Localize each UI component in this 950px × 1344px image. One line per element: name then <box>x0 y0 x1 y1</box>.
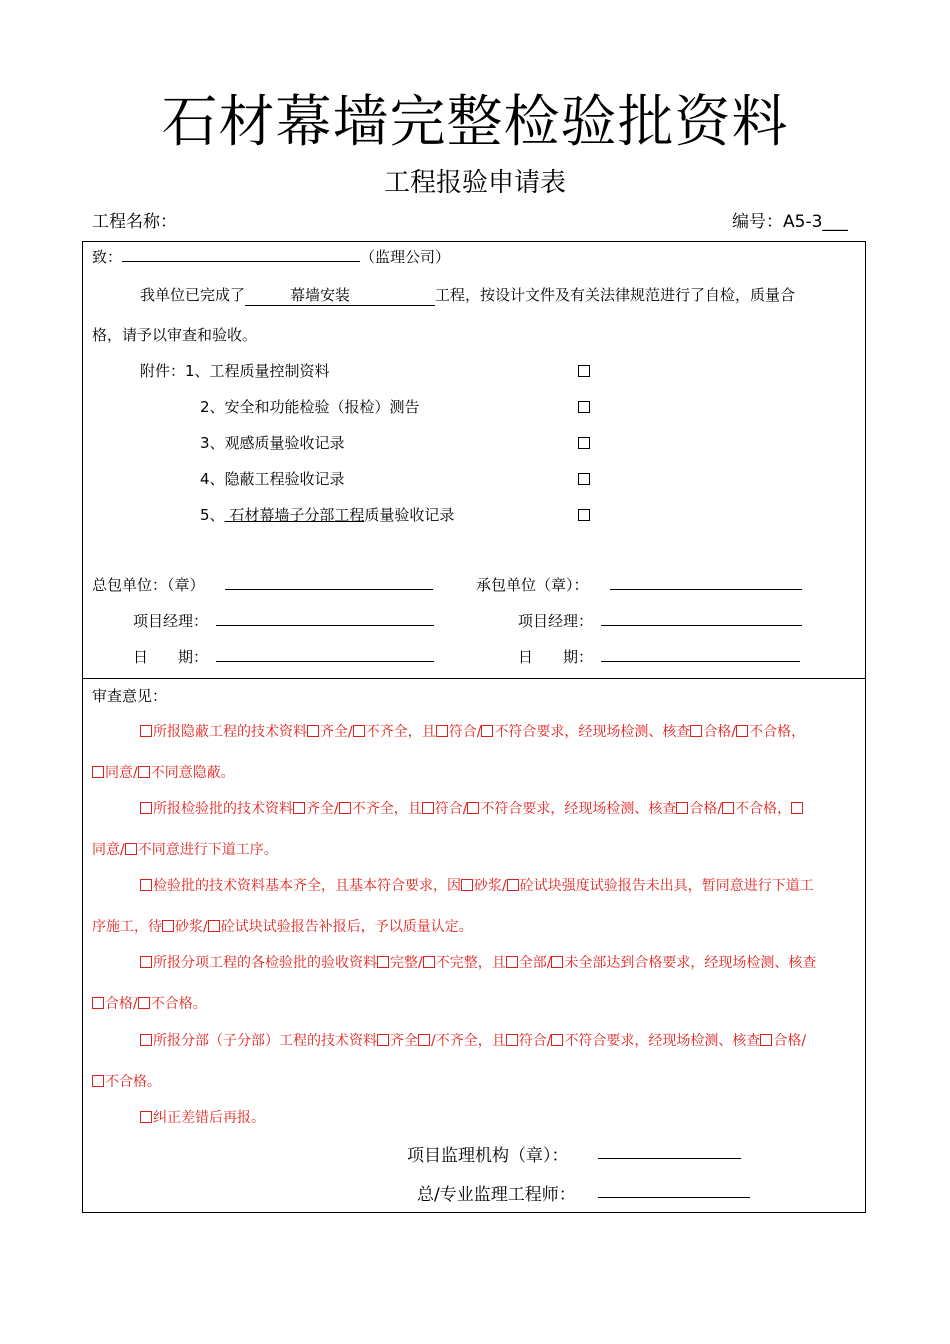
attachment-3: 3、观感质量验收记录 <box>200 434 345 452</box>
form-subtitle: 工程报验申请表 <box>383 168 566 198</box>
checkbox[interactable] <box>92 997 104 1009</box>
document-title: 石材幕墙完整检验批资料 <box>161 90 789 155</box>
checkbox[interactable] <box>92 766 104 778</box>
sc-project-manager-field[interactable] <box>601 611 802 626</box>
gc-date-field[interactable] <box>216 647 434 662</box>
review-option-1: 所报隐蔽工程的技术资料 齐全/ 不齐全，且 符合/ 不符合要求，经现场检测、核查 合格/ 不合格， <box>140 721 805 741</box>
checkbox[interactable] <box>436 725 448 737</box>
completed-prefix: 我单位已完成了 <box>140 286 246 304</box>
checkbox[interactable] <box>507 879 519 891</box>
checkbox[interactable] <box>377 1034 389 1046</box>
gc-project-manager-label: 项目经理： <box>133 612 209 630</box>
review-option-6: 纠正差错后再报。 <box>140 1107 265 1127</box>
review-option-6-checkbox[interactable] <box>140 1111 152 1123</box>
attachment-5-number: 5、 <box>200 506 225 524</box>
checkbox[interactable] <box>138 997 150 1009</box>
to-label: 致： <box>92 248 123 266</box>
sc-date-label: 日 期： <box>518 648 594 666</box>
completed-work-field[interactable] <box>245 284 435 306</box>
completion-statement-line2: 格，请予以审查和验收。 <box>92 326 258 344</box>
checkbox[interactable] <box>676 802 688 814</box>
checkbox[interactable] <box>377 956 389 968</box>
document-code: 编号：A5-3___ <box>732 212 848 232</box>
subcontractor-field[interactable] <box>610 575 802 590</box>
checkbox[interactable] <box>125 843 137 855</box>
completed-suffix: 工程，按设计文件及有关法律规范进行了自检，质量合 <box>435 286 796 304</box>
checkbox[interactable] <box>722 802 734 814</box>
to-line <box>92 246 450 267</box>
attachment-2-checkbox[interactable] <box>578 401 590 413</box>
review-option-5-checkbox[interactable] <box>140 1034 152 1046</box>
completed-work-value: 幕墙安装 <box>290 286 351 304</box>
checkbox[interactable] <box>418 1034 430 1046</box>
general-contractor-label: 总包单位：（章） <box>92 576 205 594</box>
review-option-3: 检验批的技术资料基本齐全，且基本符合要求，因 砂浆/ 砼试块强度试验报告未出具，暂同意进行下道工 <box>140 875 814 895</box>
checkbox[interactable] <box>461 879 473 891</box>
attachment-3-checkbox[interactable] <box>578 437 590 449</box>
checkbox[interactable] <box>791 802 803 814</box>
general-contractor-field[interactable] <box>225 575 433 590</box>
attachment-1: 附件：1、工程质量控制资料 <box>140 362 330 380</box>
checkbox[interactable] <box>481 725 493 737</box>
checkbox[interactable] <box>467 802 479 814</box>
completion-statement <box>140 284 795 306</box>
review-option-3-checkbox[interactable] <box>140 879 152 891</box>
supervisor-suffix: （监理公司） <box>360 248 451 266</box>
checkbox[interactable] <box>422 802 434 814</box>
review-option-4: 所报分项工程的各检验批的验收资料 完整/ 不完整，且 全部/ 未全部达到合格要求，经现场检测、核查 <box>140 952 816 972</box>
attachment-4-checkbox[interactable] <box>578 473 590 485</box>
supervision-org-field[interactable] <box>598 1143 741 1159</box>
review-option-2-checkbox[interactable] <box>140 802 152 814</box>
checkbox[interactable] <box>208 920 220 932</box>
supervision-org-label: 项目监理机构（章）： <box>407 1146 569 1166</box>
attachment-5-rest: 质量验收记录 <box>364 506 455 524</box>
review-option-5-line2: 不合格。 <box>92 1071 161 1091</box>
review-option-2-line2: 同意/ 不同意进行下道工序。 <box>92 842 278 858</box>
checkbox[interactable] <box>736 725 748 737</box>
gc-date-label: 日 期： <box>133 648 209 666</box>
supervisor-company-field[interactable] <box>122 247 360 262</box>
checkbox[interactable] <box>138 766 150 778</box>
review-option-3-line2: 序施工，待 砂浆/ 砼试块试验报告补报后，予以质量认定。 <box>92 919 473 935</box>
checkbox[interactable] <box>162 920 174 932</box>
checkbox[interactable] <box>307 725 319 737</box>
checkbox[interactable] <box>293 802 305 814</box>
review-option-4-line2: 合格/ 不合格。 <box>92 993 207 1013</box>
attachment-5-checkbox[interactable] <box>578 509 590 521</box>
checkbox[interactable] <box>423 956 435 968</box>
supervising-engineer-label: 总/专业监理工程师： <box>417 1185 576 1205</box>
checkbox[interactable] <box>760 1034 772 1046</box>
sc-date-field[interactable] <box>601 647 800 662</box>
review-option-5: 所报分部（子分部）工程的技术资料 齐全 /不齐全，且 符合/ 不符合要求，经现场检测、核查 合格/ <box>140 1030 806 1050</box>
attachment-5-subject: 石材幕墙子分部工程 <box>224 506 365 524</box>
supervising-engineer-field[interactable] <box>598 1182 750 1198</box>
checkbox[interactable] <box>551 956 563 968</box>
review-option-4-checkbox[interactable] <box>140 956 152 968</box>
attachment-5 <box>200 504 454 525</box>
checkbox[interactable] <box>506 1034 518 1046</box>
review-option-1-line2: 同意/ 不同意隐蔽。 <box>92 762 235 782</box>
attachment-2: 2、安全和功能检验（报检）测告 <box>200 398 420 416</box>
review-title: 审查意见： <box>92 687 168 705</box>
checkbox[interactable] <box>339 802 351 814</box>
gc-project-manager-field[interactable] <box>216 611 434 626</box>
sc-project-manager-label: 项目经理： <box>518 612 594 630</box>
checkbox[interactable] <box>353 725 365 737</box>
attachment-1-checkbox[interactable] <box>578 365 590 377</box>
checkbox[interactable] <box>506 956 518 968</box>
attachment-4: 4、隐蔽工程验收记录 <box>200 470 345 488</box>
review-option-2: 所报检验批的技术资料 齐全/ 不齐全，且 符合/ 不符合要求，经现场检测、核查 合格/ 不合格， <box>140 798 804 818</box>
checkbox[interactable] <box>92 1075 104 1087</box>
checkbox[interactable] <box>551 1034 563 1046</box>
checkbox[interactable] <box>690 725 702 737</box>
project-name-label: 工程名称： <box>92 212 177 232</box>
subcontractor-label: 承包单位（章）： <box>476 576 589 594</box>
review-option-1-checkbox[interactable] <box>140 725 152 737</box>
section-divider <box>82 678 866 679</box>
